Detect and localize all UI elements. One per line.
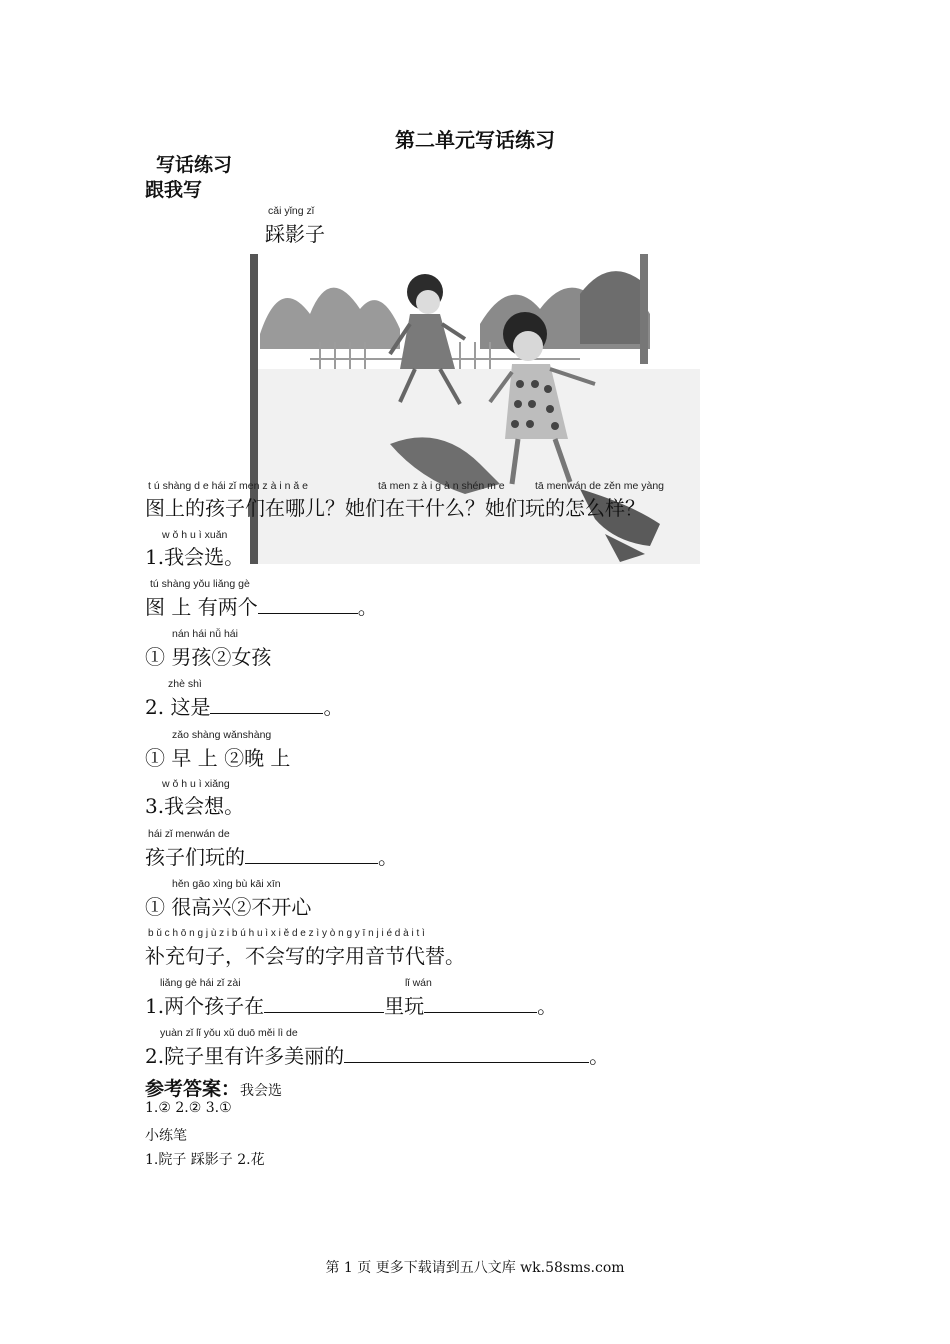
question-text: 图上的孩子们在哪儿？她们在干什么？她们玩的怎么样？ <box>145 496 645 520</box>
page-title: 第二单元写话练习 <box>395 128 555 152</box>
answer-subheading: 我会选 <box>240 1083 283 1099</box>
q2-options: ① 早 上 ②晚 上 <box>145 746 291 770</box>
f1-blank-2[interactable] <box>424 994 537 1013</box>
answer-label: 参考答案： <box>145 1078 241 1100</box>
q2-blank[interactable] <box>210 695 323 714</box>
q1-pinyin: tú shàng yǒu liǎng gè <box>150 578 250 590</box>
think-pinyin: w ǒ h u ì xiǎng <box>162 778 230 790</box>
f1-text: 1.两个孩子在 里玩 。 <box>145 994 558 1018</box>
q1-options: ① 男孩②女孩 <box>145 645 272 669</box>
answer-header <box>145 1074 282 1101</box>
q3-text: 孩子们玩的 。 <box>145 845 398 869</box>
question-pinyin-2: tā men z à i g à n shén m e <box>378 480 505 492</box>
choose-heading: 1.我会选。 <box>145 545 245 569</box>
q3-options: ① 很高兴②不开心 <box>145 895 312 919</box>
q2-text: 2. 这是 。 <box>145 695 344 719</box>
q1-options-pinyin: nán hái nǚ hái <box>172 628 238 640</box>
choose-pinyin: w ǒ h u ì xuǎn <box>162 529 228 541</box>
q1-blank[interactable] <box>258 595 358 614</box>
question-pinyin-3: tā menwán de zěn me yàng <box>535 480 664 492</box>
q3-options-pinyin: hěn gāo xìng bù kāi xīn <box>172 878 281 890</box>
f2-pinyin: yuàn zǐ lǐ yǒu xǔ duō měi lì de <box>160 1027 298 1039</box>
fill-pinyin: b ǔ c h ō n g j ù z i b ú h u ì x i ě d e z ì y ò n g y ī n j i é d à i t ì <box>148 928 425 939</box>
question-pinyin-1: t ú shàng d e hái zǐ men z à i n ǎ e <box>148 480 308 492</box>
page-footer: 第 1 页 更多下载请到五八文库 wk.58sms.com <box>325 1260 625 1276</box>
answer-line-3: 1.院子 踩影子 2.花 <box>145 1152 265 1168</box>
story-pinyin: cǎi yǐng zǐ <box>268 205 315 217</box>
think-heading: 3.我会想。 <box>145 794 245 818</box>
section-heading-follow-me: 跟我写 <box>145 179 203 201</box>
f1-blank-1[interactable] <box>264 994 384 1013</box>
q2-options-pinyin: zǎo shàng wǎnshàng <box>172 729 272 741</box>
f2-text: 2.院子里有许多美丽的 。 <box>145 1044 610 1068</box>
answer-line-1: 1.② 2.② 3.① <box>145 1100 232 1116</box>
fill-instruction: 补充句子，不会写的字用音节代替。 <box>145 944 465 968</box>
f2-blank[interactable] <box>344 1044 589 1063</box>
f1-pinyin-2: lǐ wán <box>405 977 432 989</box>
story-title: 踩影子 <box>265 222 325 246</box>
q2-pinyin: zhè shì <box>168 678 202 690</box>
q3-blank[interactable] <box>245 845 378 864</box>
section-heading-writing-practice: 写话练习 <box>156 154 233 176</box>
q1-text: 图 上 有两个 。 <box>145 595 378 619</box>
f1-pinyin-1: liǎng gè hái zǐ zài <box>160 977 241 989</box>
answer-line-2: 小练笔 <box>145 1128 187 1144</box>
q3-pinyin: hái zǐ menwán de <box>148 828 230 840</box>
